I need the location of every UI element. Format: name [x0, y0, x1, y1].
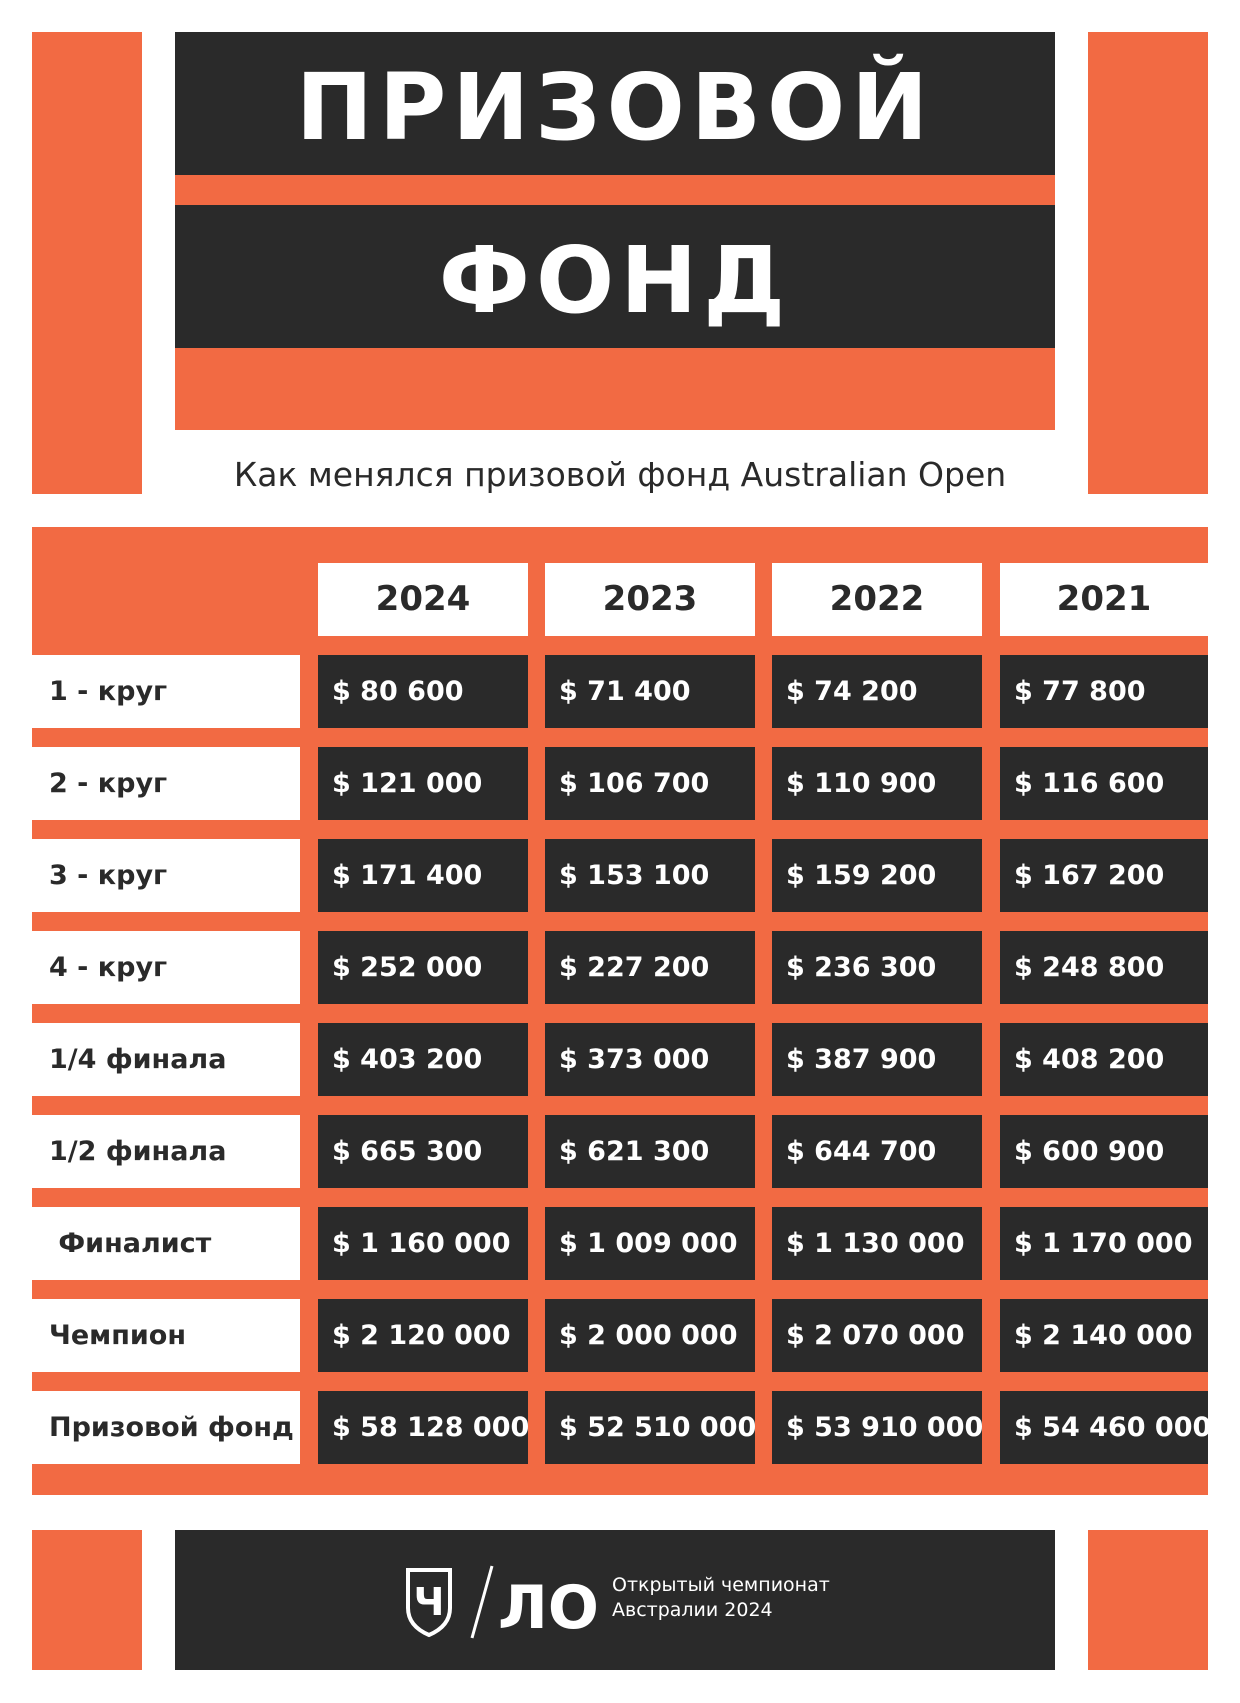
prize-value-cell: $ 1 009 000	[545, 1207, 755, 1280]
row-label: Чемпион	[32, 1299, 300, 1372]
decor-right-top	[1088, 32, 1208, 494]
prize-value-cell: $ 227 200	[545, 931, 755, 1004]
footer-line-1: Открытый чемпионат	[612, 1574, 830, 1596]
prize-value-cell: $ 52 510 000	[545, 1391, 755, 1464]
prize-value-cell: $ 167 200	[1000, 839, 1208, 912]
prize-value-cell: $ 106 700	[545, 747, 755, 820]
prize-value-cell: $ 2 120 000	[318, 1299, 528, 1372]
prize-value-cell: $ 373 000	[545, 1023, 755, 1096]
row-label: Финалист	[32, 1207, 300, 1280]
row-label: 1/2 финала	[32, 1115, 300, 1188]
prize-value-cell: $ 644 700	[772, 1115, 982, 1188]
prize-value-cell: $ 54 460 000	[1000, 1391, 1208, 1464]
row-label: 2 - круг	[32, 747, 300, 820]
prize-value-cell: $ 665 300	[318, 1115, 528, 1188]
row-label: 3 - круг	[32, 839, 300, 912]
year-header: 2022	[772, 563, 982, 636]
title-stripe	[175, 175, 1055, 205]
prize-value-cell: $ 408 200	[1000, 1023, 1208, 1096]
prize-value-cell: $ 248 800	[1000, 931, 1208, 1004]
prize-value-cell: $ 53 910 000	[772, 1391, 982, 1464]
row-label: Призовой фонд	[32, 1391, 300, 1464]
decor-left-top	[32, 32, 142, 494]
shield-icon	[408, 1570, 450, 1635]
prize-value-cell: $ 2 070 000	[772, 1299, 982, 1372]
year-header: 2024	[318, 563, 528, 636]
prize-value-cell: $ 387 900	[772, 1023, 982, 1096]
title-bottom-band	[175, 348, 1055, 430]
footer-line-2: Австралии 2024	[612, 1599, 773, 1621]
prize-value-cell: $ 1 170 000	[1000, 1207, 1208, 1280]
prize-value-cell: $ 74 200	[772, 655, 982, 728]
prize-value-cell: $ 252 000	[318, 931, 528, 1004]
prize-value-cell: $ 71 400	[545, 655, 755, 728]
prize-value-cell: $ 159 200	[772, 839, 982, 912]
prize-value-cell: $ 403 200	[318, 1023, 528, 1096]
prize-value-cell: $ 110 900	[772, 747, 982, 820]
page-title-line-1: ПРИЗОВОЙ	[295, 54, 935, 161]
year-header: 2021	[1000, 563, 1208, 636]
title-band-2	[175, 205, 1055, 348]
prize-value-cell: $ 116 600	[1000, 747, 1208, 820]
prize-value-cell: $ 236 300	[772, 931, 982, 1004]
row-label: 1/4 финала	[32, 1023, 300, 1096]
subtitle: Как менялся призовой фонд Australian Open	[233, 455, 1007, 494]
logo-slash	[472, 1566, 492, 1638]
row-label: 4 - круг	[32, 931, 300, 1004]
prize-value-cell: $ 621 300	[545, 1115, 755, 1188]
prize-value-cell: $ 600 900	[1000, 1115, 1208, 1188]
shield-letter: Ч	[413, 1580, 445, 1624]
page-title-line-2: ФОНД	[438, 227, 792, 334]
prize-value-cell: $ 121 000	[318, 747, 528, 820]
prize-value-cell: $ 2 140 000	[1000, 1299, 1208, 1372]
year-header: 2023	[545, 563, 755, 636]
prize-value-cell: $ 77 800	[1000, 655, 1208, 728]
prize-value-cell: $ 2 000 000	[545, 1299, 755, 1372]
row-label: 1 - круг	[32, 655, 300, 728]
prize-value-cell: $ 1 160 000	[318, 1207, 528, 1280]
prize-value-cell: $ 171 400	[318, 839, 528, 912]
decor-right-bottom	[1088, 1530, 1208, 1670]
ao-logo-text: ЛО	[498, 1573, 599, 1640]
prize-value-cell: $ 153 100	[545, 839, 755, 912]
decor-left-bottom	[32, 1530, 142, 1670]
prize-value-cell: $ 58 128 000	[318, 1391, 528, 1464]
footer-caption	[612, 1573, 830, 1623]
title-band-1	[175, 32, 1055, 175]
prize-value-cell: $ 1 130 000	[772, 1207, 982, 1280]
prize-value-cell: $ 80 600	[318, 655, 528, 728]
